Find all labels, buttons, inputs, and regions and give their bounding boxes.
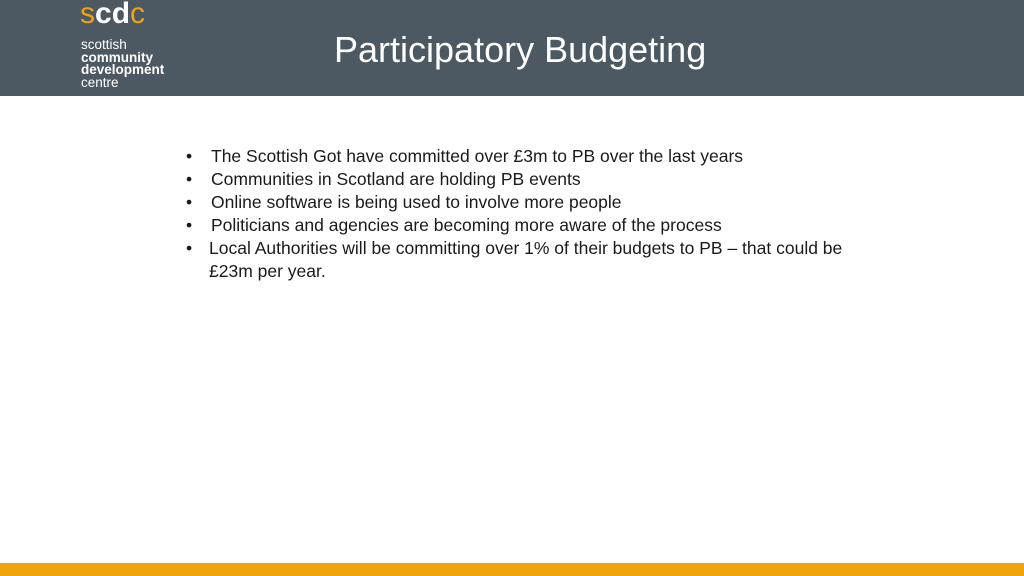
bullet-text: Local Authorities will be committing over 1% of their budgets to PB – that could be £23m per year. — [209, 238, 843, 281]
bullet-item — [186, 168, 846, 191]
bullet-list — [186, 145, 846, 283]
bullet-text: Communities in Scotland are holding PB events — [211, 169, 581, 189]
logo-wordmark — [81, 39, 164, 89]
bullet-text: Online software is being used to involve more people — [211, 192, 622, 212]
bullet-item — [186, 145, 846, 168]
bullet-dot: • — [186, 169, 193, 189]
logo-letter-c: c — [95, 0, 112, 30]
logo-mark — [80, 2, 145, 28]
bullet-text: Politicians and agencies are becoming more aware of the process — [211, 215, 722, 235]
logo-line-centre: centre — [81, 74, 119, 90]
bullet-dot: • — [186, 192, 193, 212]
bullet-dot: • — [186, 215, 193, 235]
logo-line-community: community — [81, 49, 154, 65]
bullet-item — [186, 191, 846, 214]
bullet-text: The Scottish Got have committed over £3m to PB over the last years — [211, 146, 744, 166]
bullet-dot: • — [186, 238, 193, 258]
slide-header — [0, 0, 1024, 96]
bullet-dot: • — [186, 146, 193, 166]
bullet-item — [186, 237, 846, 283]
slide-title: Participatory Budgeting — [334, 29, 707, 70]
logo-letter-c2: c — [130, 0, 146, 30]
bottom-accent-bar — [0, 563, 1024, 576]
logo-letter-s: s — [80, 0, 95, 30]
logo-line-scottish: scottish — [81, 37, 127, 52]
logo-letter-d: d — [111, 0, 131, 30]
logo-line-development: development — [81, 62, 165, 77]
bullet-item — [186, 214, 846, 237]
scdc-logo — [80, 2, 220, 92]
